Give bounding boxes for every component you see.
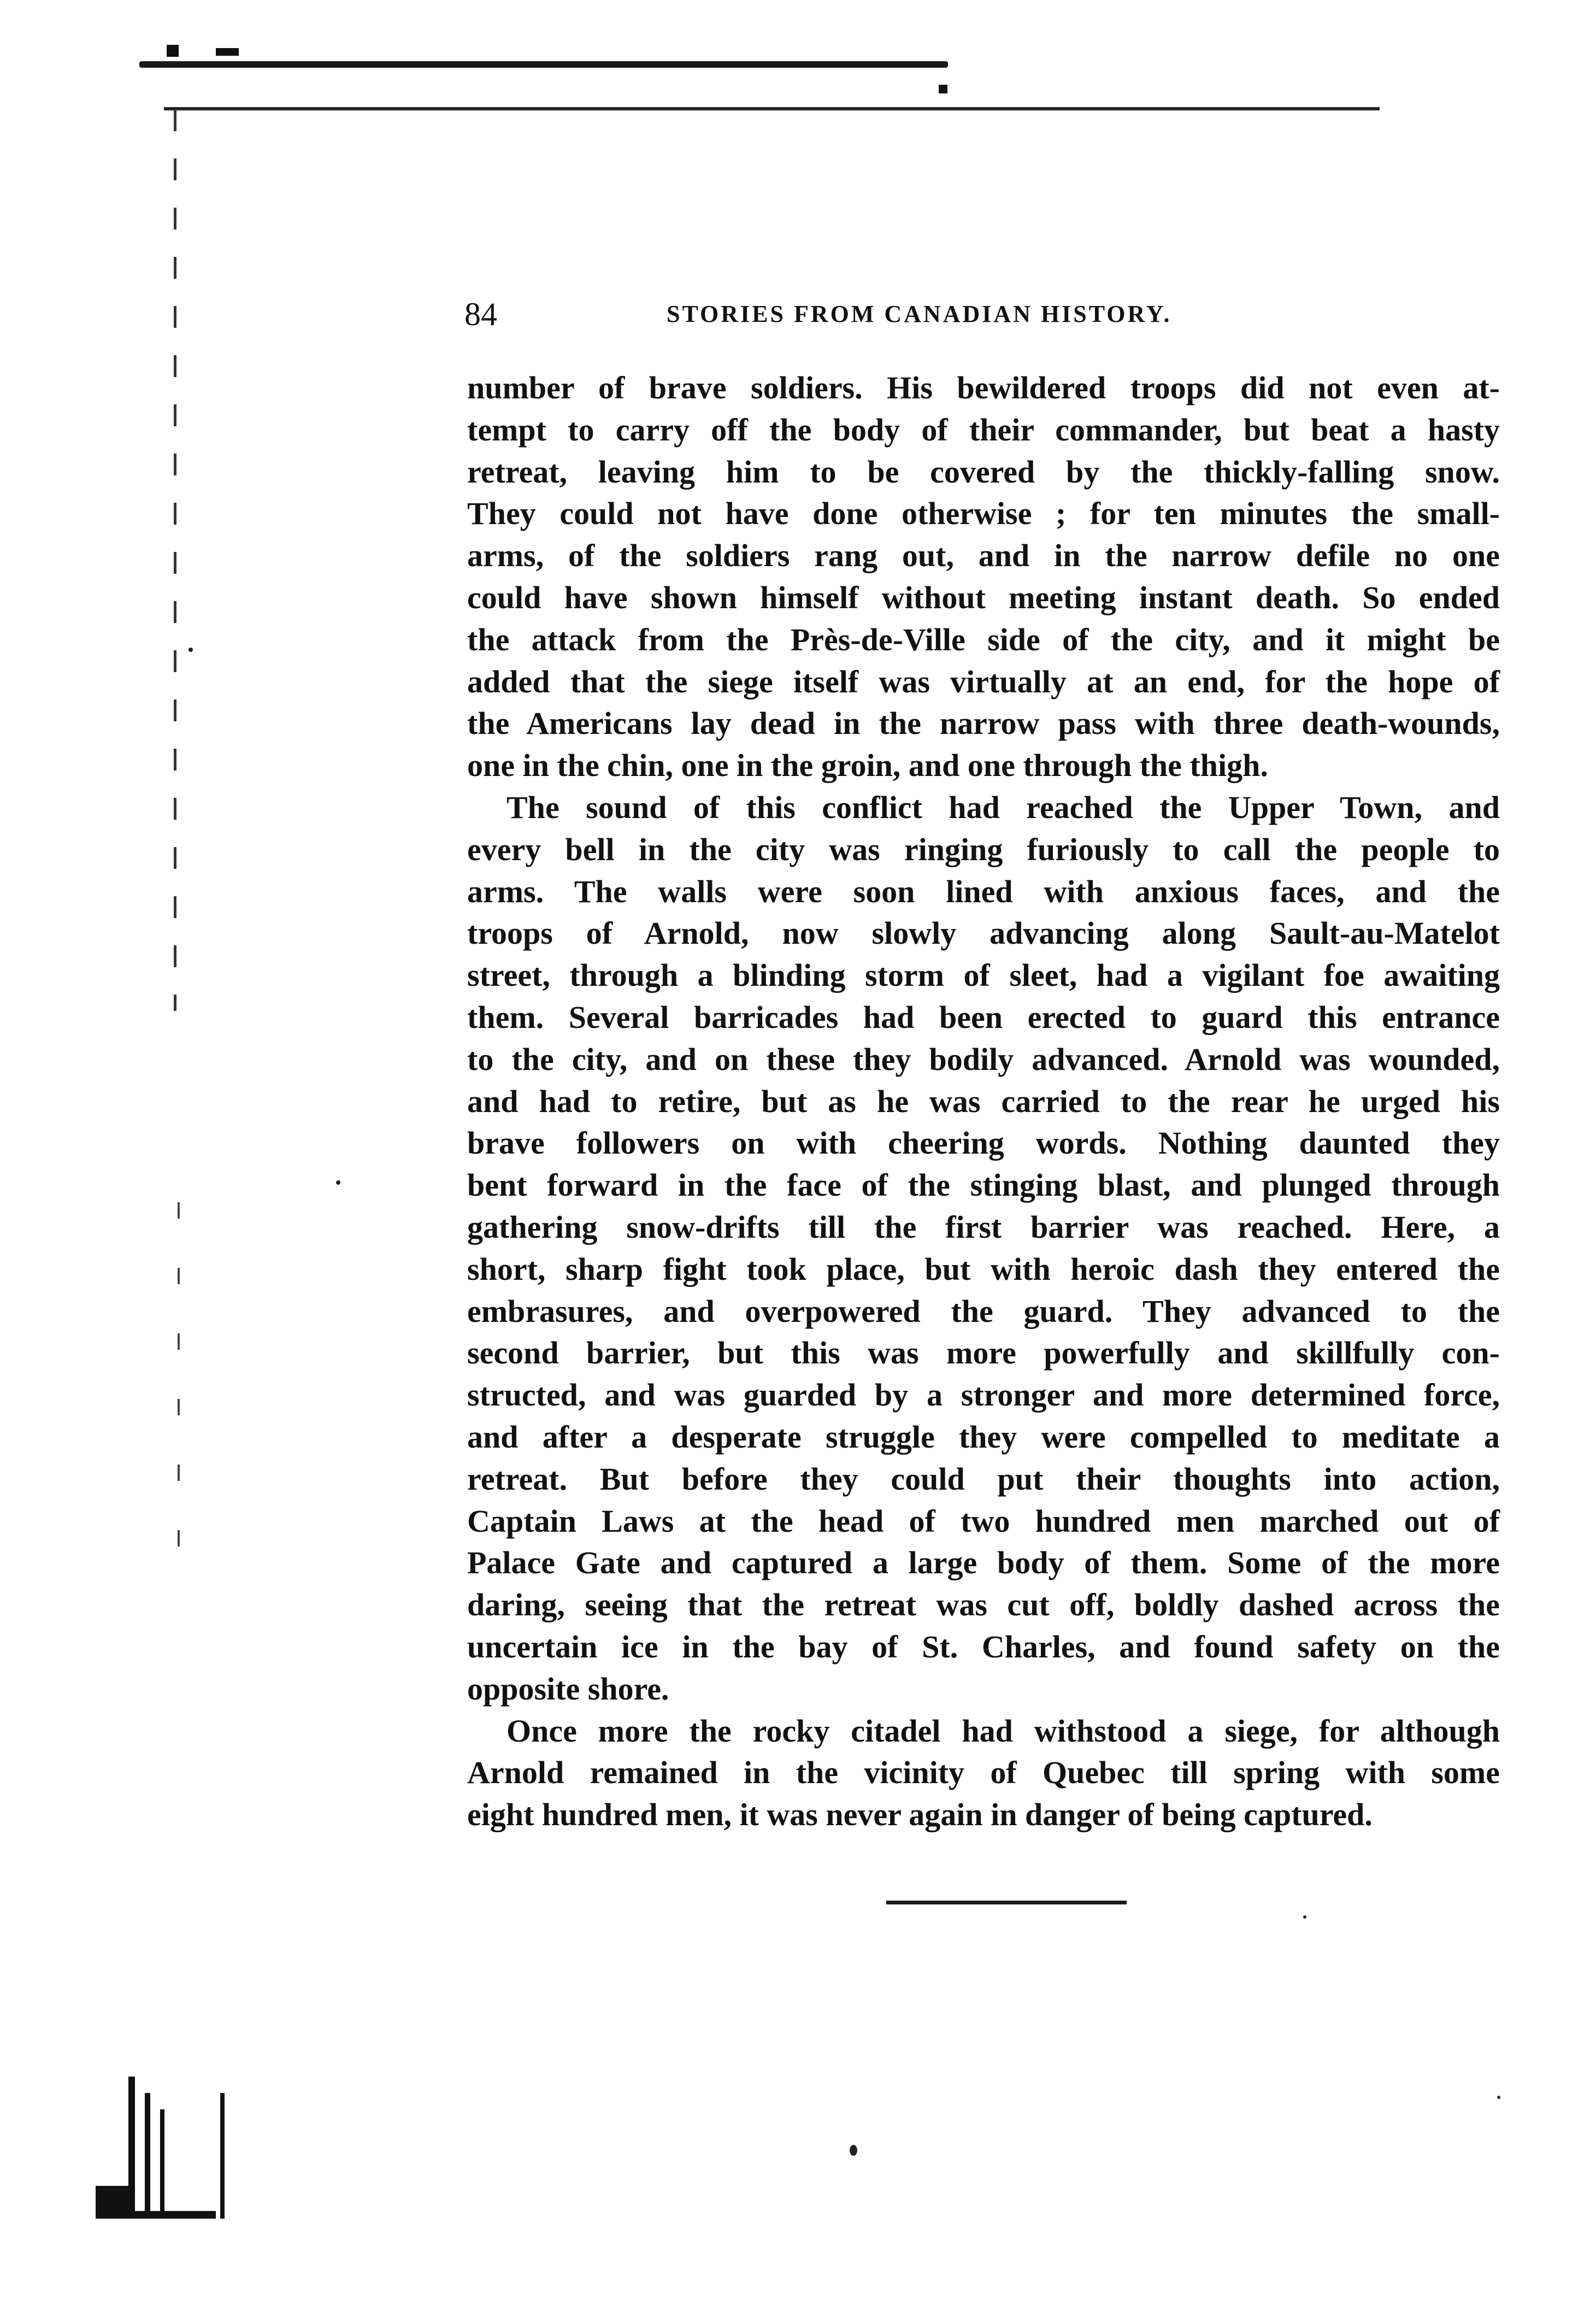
scan-speck <box>850 2145 857 2156</box>
text-line: retreat, leaving him to be covered by the thickly-falling snow. <box>467 454 1500 490</box>
text-line: added that the siege itself was virtually at an end, for the hope of <box>467 663 1500 699</box>
text-line: bent forward in the face of the stinging blast, and plunged through <box>467 1167 1500 1203</box>
text-line: street, through a blinding storm of sleet, had a vigilant foe awaiting <box>467 957 1500 993</box>
scan-speck <box>1497 2096 1500 2099</box>
text-line: them. Several barricades had been erected to guard this entrance <box>467 999 1500 1035</box>
text-line: Arnold remained in the vicinity of Quebec till spring with some <box>467 1755 1500 1791</box>
text-line: could have shown himself without meeting instant death. So ended <box>467 579 1500 615</box>
scan-artifact <box>216 48 239 56</box>
text-line: structed, and was guarded by a stronger and more determined force, <box>467 1377 1500 1413</box>
text-line: to the city, and on these they bodily advanced. Arnold was wounded, <box>467 1041 1500 1077</box>
scan-border-left-lower <box>178 1202 180 1585</box>
text-line: uncertain ice in the bay of St. Charles, and found safety on the <box>467 1628 1500 1665</box>
text-line: and had to retire, but as he was carried to the rear he urged his <box>467 1083 1500 1119</box>
text-line: daring, seeing that the retreat was cut off, boldly dashed across the <box>467 1587 1500 1623</box>
scan-speck <box>336 1180 340 1185</box>
text-line: one in the chin, one in the groin, and one through the thigh. <box>467 748 1268 784</box>
text-line: troops of Arnold, now slowly advancing along Sault-au-Matelot <box>467 915 1500 951</box>
page-number: 84 <box>464 296 497 332</box>
text-line: and after a desperate struggle they were compelled to meditate a <box>467 1419 1500 1455</box>
scan-binding-marks <box>96 2060 227 2219</box>
section-end-rule <box>886 1901 1127 1904</box>
text-line: gathering snow-drifts till the first barrier was reached. Here, a <box>467 1209 1500 1245</box>
scan-border-top <box>139 61 948 68</box>
running-title: STORIES FROM CANADIAN HISTORY. <box>667 301 1172 327</box>
scan-speck <box>1303 1915 1306 1919</box>
text-line: eight hundred men, it was never again in danger of being captured. <box>467 1797 1373 1833</box>
text-line: tempt to carry off the body of their commander, but beat a hasty <box>467 411 1500 448</box>
text-line: Captain Laws at the head of two hundred men marched out of <box>467 1503 1500 1539</box>
text-line: They could not have done otherwise ; for ten minutes the small- <box>467 496 1500 532</box>
scan-artifact <box>167 45 179 57</box>
scan-border-line <box>164 107 1380 110</box>
text-line: every bell in the city was ringing furiously to call the people to <box>467 831 1500 867</box>
text-line: the attack from the Près-de-Ville side of the city, and it might be <box>467 621 1500 657</box>
text-line: Once more the rocky citadel had withstood a siege, for although <box>507 1713 1500 1749</box>
text-line: Palace Gate and captured a large body of them. Some of the more <box>467 1545 1500 1581</box>
text-line: brave followers on with cheering words. Nothing daunted they <box>467 1125 1500 1161</box>
text-line: number of brave soldiers. His bewildered troops did not even at- <box>467 370 1500 405</box>
text-line: opposite shore. <box>467 1671 669 1707</box>
text-line: arms. The walls were soon lined with anxious faces, and the <box>467 873 1500 909</box>
text-line: short, sharp fight took place, but with heroic dash they entered the <box>467 1251 1500 1287</box>
running-head <box>464 295 1257 333</box>
text-line: embrasures, and overpowered the guard. They advanced to the <box>467 1293 1500 1329</box>
text-line: the Americans lay dead in the narrow pass with three death-wounds, <box>467 705 1500 742</box>
text-line: The sound of this conflict had reached the Upper Town, and <box>507 789 1500 825</box>
scan-speck <box>189 648 193 652</box>
scan-border-left <box>174 109 176 1011</box>
body-text <box>467 367 1500 1836</box>
text-line: retreat. But before they could put their thoughts into action, <box>467 1461 1500 1497</box>
scan-artifact <box>939 85 947 93</box>
text-line: second barrier, but this was more powerfully and skillfully con- <box>467 1335 1500 1371</box>
text-line: arms, of the soldiers rang out, and in the narrow defile no one <box>467 538 1500 574</box>
